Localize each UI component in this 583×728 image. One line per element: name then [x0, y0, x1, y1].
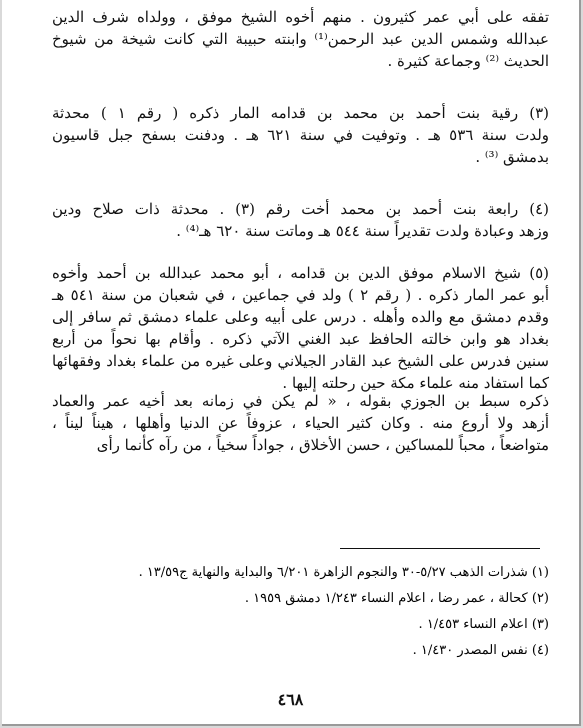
- paragraph-entry-3: [52, 102, 549, 168]
- document-page: [2, 0, 581, 726]
- text-line: وزهد وعبادة ولدت تقديراً سنة ٥٤٤ هـ وماتت سنة ٦٢٠ هـ⁽⁴⁾ .: [176, 222, 549, 240]
- text-line: أزهد ولا أروع منه . وكان كثير الحياء ، عزوفاً عن الدنيا وأهلها ، هيناً ليناً ،: [52, 414, 549, 432]
- text-line: ذكره سبط بن الجوزي بقوله ، « لم يكن في زمانه بعد أخيه عمر والعماد: [52, 392, 549, 410]
- paragraph-entry-5: [52, 262, 549, 394]
- text-line: (٣) رقية بنت أحمد بن محمد بن قدامه المار ذكره ( رقم ١ ) محدثة: [52, 104, 549, 122]
- text-line: كما استفاد منه علماء مكة حين رحلته إليها .: [282, 374, 549, 392]
- paragraph-entry-4: [52, 198, 549, 242]
- text-line: متواضعاً ، محباً للمساكين ، حسن الأخلاق ، جواداً سخياً ، من رآه كأنما رأى: [96, 436, 549, 454]
- text-line: ولدت سنة ٥٣٦ هـ . وتوفيت في سنة ٦٢١ هـ . ودفنت بسفح جبل قاسيون: [52, 126, 550, 144]
- text-line: أبو عمر المار ذكره . ( رقم ٢ ) ولد في جماعين ، في شعبان من سنة ٥٤١ هـ: [52, 286, 549, 304]
- footnote-divider: [340, 548, 540, 549]
- text-line: بغداد هو وابن خالته الحافظ عبد الغني الآتي ذكره . وأقام بها نحواً من أربع: [52, 330, 549, 348]
- page-number: ٤٦٨: [277, 690, 304, 709]
- footnote-2: (٢) كحالة ، عمر رضا ، اعلام النساء ١/٢٤٣ دمشق ١٩٥٩ .: [244, 591, 549, 606]
- paragraph-entry-5-cont: [52, 390, 549, 456]
- text-line: سنين فدرس على الشيخ عبد القادر الجيلاني وعلى غيره من علماء بغداد وفقهائها: [52, 352, 549, 370]
- text-line: عبدالله وشمس الدين عبد الرحمن⁽¹⁾ وابنته حبيبة التي كانت شيخة من شيوخ: [52, 30, 549, 48]
- footnotes: [64, 560, 549, 664]
- text-line: وقدم دمشق مع والده وأهله . درس على أبيه وعلى علماء دمشق ثم سافر إلى: [52, 308, 549, 326]
- text-line: بدمشق ⁽³⁾ .: [475, 148, 549, 166]
- text-line: الحديث ⁽²⁾ وجماعة كثيرة .: [387, 52, 549, 70]
- footnote-3: (٣) اعلام النساء ١/٤٥٣ .: [418, 617, 549, 632]
- text-line: تفقه على أبي عمر كثيرون . منهم أخوه الشيخ موفق ، وولداه شرف الدين: [52, 8, 549, 26]
- footnote-1: (١) شذرات الذهب ٥/٢٧-٣٠ والنجوم الزاهرة ٦/٢٠١ والبداية والنهاية ج١٣/٥٩ .: [138, 565, 549, 580]
- text-line: (٤) رابعة بنت أحمد بن محمد أخت رقم (٣) . محدثة ذات صلاح ودين: [52, 200, 549, 218]
- text-line: (٥) شيخ الاسلام موفق الدين بن قدامه ، أبو محمد عبدالله بن أحمد وأخوه: [52, 264, 549, 282]
- footnote-4: (٤) نفس المصدر ١/٤٣٠ .: [412, 643, 549, 658]
- paragraph-intro: [52, 6, 549, 72]
